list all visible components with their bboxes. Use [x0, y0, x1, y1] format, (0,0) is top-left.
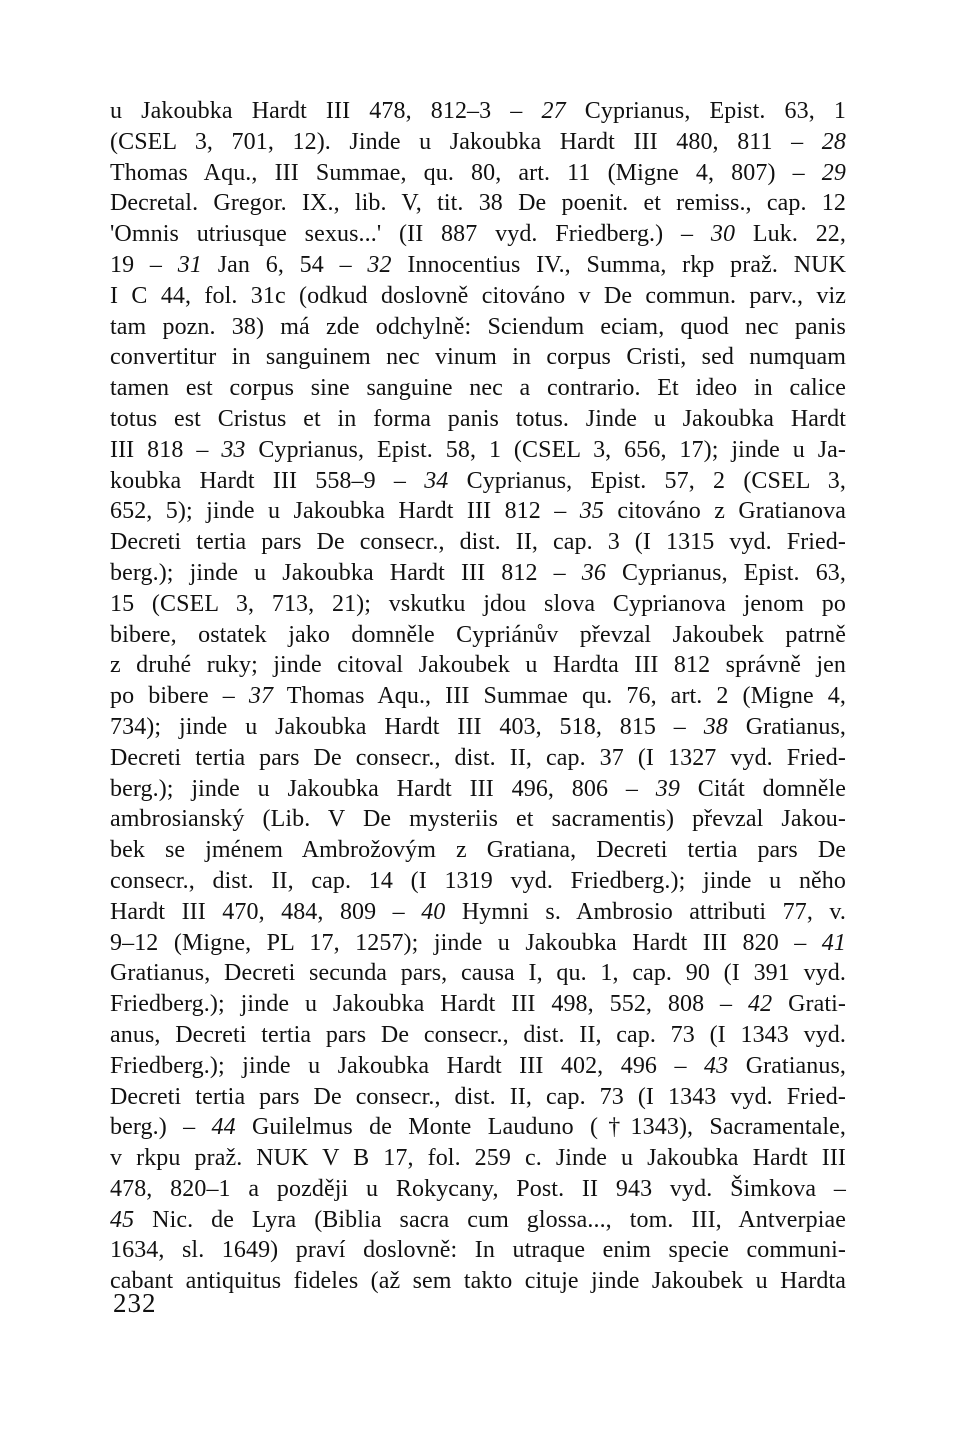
text-line: Thomas Aqu., III Summae, qu. 80, art. 11 (Migne 4, 807) – 29: [110, 159, 846, 186]
page-number: 232: [113, 1288, 157, 1318]
text-line: consecr., dist. II, cap. 14 (I 1319 vyd. Friedberg.); jinde u něho: [110, 867, 846, 894]
text-line: bibere, ostatek jako domněle Cypriánův převzal Jakoubek patrně: [110, 621, 846, 648]
text-line: Decreti tertia pars De consecr., dist. II, cap. 37 (I 1327 vyd. Fried-: [110, 744, 846, 771]
text-line: bek se jménem Ambrožovým z Gratiana, Decreti tertia pars De: [110, 837, 846, 864]
text-line: tam pozn. 38) má zde odchylně: Sciendum eciam, quod nec panis: [110, 313, 846, 340]
text-line: anus, Decreti tertia pars De consecr., dist. II, cap. 73 (I 1343 vyd.: [110, 1021, 846, 1048]
text-line: Friedberg.); jinde u Jakoubka Hardt III 402, 496 – 43 Gratianus,: [110, 1052, 847, 1079]
text-line: I C 44, fol. 31c (odkud doslovně citováno v De commun. parv., viz: [110, 282, 846, 309]
text-line: 1634, sl. 1649) praví doslovně: In utraque enim specie communi-: [110, 1237, 846, 1264]
text-line: tamen est corpus sine sanguine nec a contrario. Et ideo in calice: [110, 375, 846, 402]
text-line: v rkpu praž. NUK V B 17, fol. 259 c. Jinde u Jakoubka Hardt III: [110, 1145, 846, 1172]
text-line: Decreti tertia pars De consecr., dist. II, cap. 73 (I 1343 vyd. Fried-: [110, 1083, 846, 1110]
text-line: III 818 – 33 Cyprianus, Epist. 58, 1 (CSEL 3, 656, 17); jinde u Ja-: [110, 436, 847, 463]
text-line: 734); jinde u Jakoubka Hardt III 403, 518, 815 – 38 Gratianus,: [110, 713, 846, 740]
text-line: koubka Hardt III 558–9 – 34 Cyprianus, Epist. 57, 2 (CSEL 3,: [110, 467, 846, 494]
text-line: po bibere – 37 Thomas Aqu., III Summae qu. 76, art. 2 (Migne 4,: [110, 683, 846, 710]
text-line: u Jakoubka Hardt III 478, 812–3 – 27 Cyprianus, Epist. 63, 1: [110, 98, 846, 124]
text-line: 478, 820–1 a později u Rokycany, Post. II 943 vyd. Šimkova –: [110, 1175, 846, 1202]
text-line: 19 – 31 Jan 6, 54 – 32 Innocentius IV., Summa, rkp praž. NUK: [110, 251, 847, 278]
text-line: Hardt III 470, 484, 809 – 40 Hymni s. Ambrosio attributi 77, v.: [110, 898, 846, 925]
text-line: 'Omnis utriusque sexus...' (II 887 vyd. Friedberg.) – 30 Luk. 22,: [110, 221, 846, 248]
text-line: ambrosianský (Lib. V De mysteriis et sacramentis) převzal Jakou-: [110, 806, 846, 833]
text-line: berg.); jinde u Jakoubka Hardt III 496, 806 – 39 Citát domněle: [110, 775, 846, 802]
text-line: Gratianus, Decreti secunda pars, causa I, qu. 1, cap. 90 (I 391 vyd.: [110, 960, 846, 987]
text-line: 45 Nic. de Lyra (Biblia sacra cum glossa..., tom. III, Antverpiae: [110, 1206, 846, 1233]
text-line: Friedberg.); jinde u Jakoubka Hardt III 498, 552, 808 – 42 Grati-: [110, 991, 846, 1018]
text-line: Decretal. Gregor. IX., lib. V, tit. 38 De poenit. et remiss., cap. 12: [110, 190, 846, 217]
text-line: berg.); jinde u Jakoubka Hardt III 812 – 36 Cyprianus, Epist. 63,: [110, 559, 846, 586]
text-line: berg.) – 44 Guilelmus de Monte Lauduno (†1343), Sacramentale,: [110, 1114, 846, 1141]
text-line: Decreti tertia pars De consecr., dist. II, cap. 3 (I 1315 vyd. Fried-: [110, 529, 846, 556]
text-line: convertitur in sanguinem nec vinum in corpus Cristi, sed numquam: [110, 344, 846, 371]
text-line: z druhé ruky; jinde citoval Jakoubek u Hardta III 812 správně jen: [110, 652, 846, 679]
text-line: cabant antiquitus fideles (až sem takto cituje jinde Jakoubek u Hardta: [110, 1268, 846, 1295]
text-line: 9–12 (Migne, PL 17, 1257); jinde u Jakoubka Hardt III 820 – 41: [110, 929, 846, 956]
body-text: [110, 96, 846, 1297]
text-line: 652, 5); jinde u Jakoubka Hardt III 812 – 35 citováno z Gratianova: [110, 498, 846, 525]
text-line: (CSEL 3, 701, 12). Jinde u Jakoubka Hardt III 480, 811 – 28: [110, 128, 846, 155]
text-line: 15 (CSEL 3, 713, 21); vskutku jdou slova Cyprianova jenom po: [110, 590, 846, 617]
text-line: totus est Cristus et in forma panis totus. Jinde u Jakoubka Hardt: [110, 405, 846, 432]
